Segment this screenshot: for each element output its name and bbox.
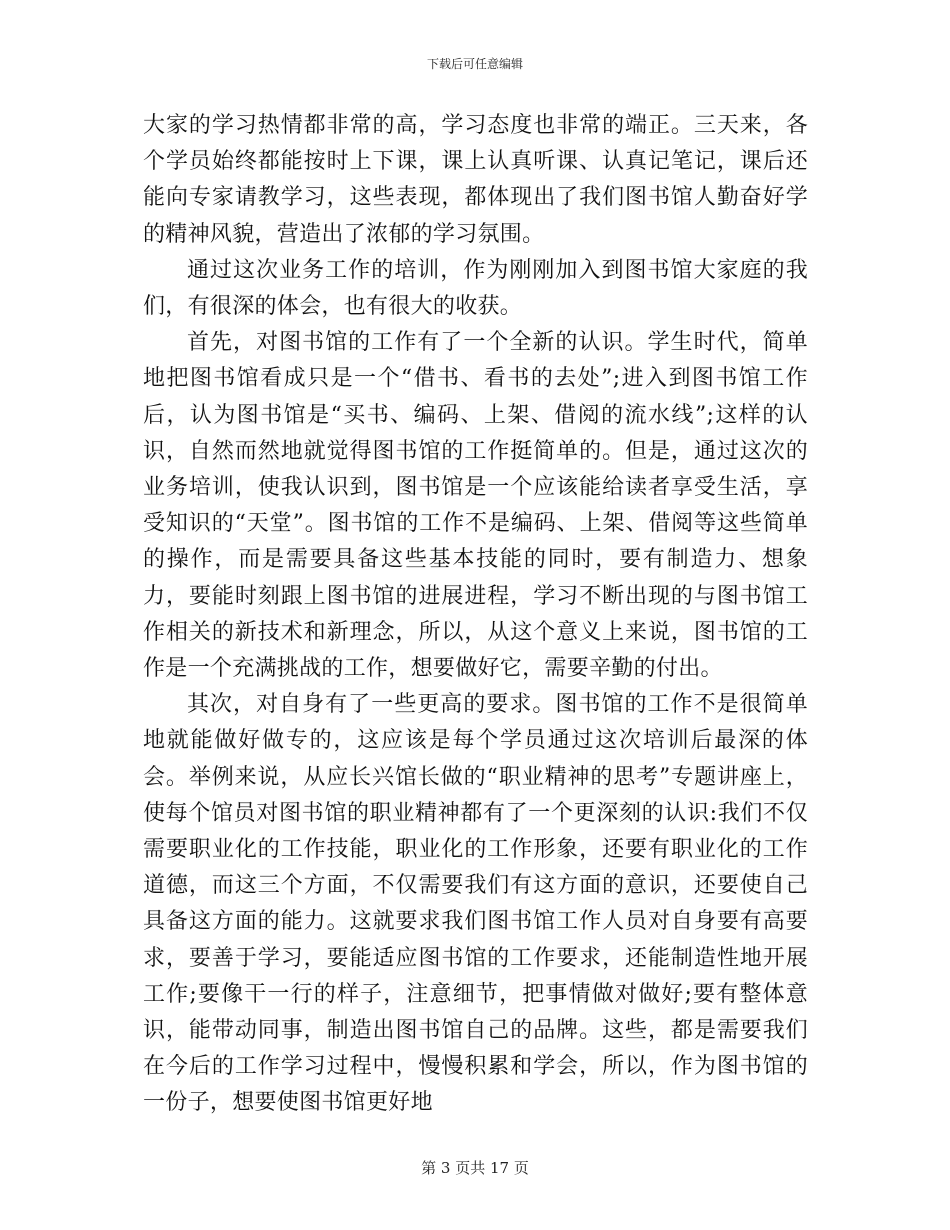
document-body <box>143 108 808 1122</box>
header-note: 下载后可任意编辑 <box>426 57 523 71</box>
paragraph: 通过这次业务工作的培训，作为刚刚加入到图书馆大家庭的我们，有很深的体会，也有很大的收获。 <box>143 257 808 320</box>
paragraph: 首先，对图书馆的工作有了一个全新的认识。学生时代，简单地把图书馆看成只是一个“借书、看书的去处”;进入到图书馆工作后，认为图书馆是“买书、编码、上架、借阅的流水线”;这样的认识，自然而然地就觉得图书馆的工作挺简单的。但是，通过这次的业务培训，使我认识到，图书馆是一个应该能给读者享受生活，享受知识的“天堂”。图书馆的工作不是编码、上架、借阅等这些简单的操作，而是需要具备这些基本技能的同时，要有制造力、想象力，要能时刻跟上图书馆的进展进程，学习不断出现的与图书馆工作相关的新技术和新理念，所以，从这个意义上来说，图书馆的工作是一个充满挑战的工作，想要做好它，需要辛勤的付出。 <box>143 330 808 682</box>
page-number: 第 3 页共 17 页 <box>421 1159 529 1177</box>
paragraph: 其次，对自身有了一些更高的要求。图书馆的工作不是很简单地就能做好做专的，这应该是每个学员通过这次培训后最深的体会。举例来说，从应长兴馆长做的“职业精神的思考”专题讲座上，使每个馆员对图书馆的职业精神都有了一个更深刻的认识:我们不仅需要职业化的工作技能，职业化的工作形象，还要有职业化的工作道德，而这三个方面，不仅需要我们有这方面的意识，还要使自己具备这方面的能力。这就要求我们图书馆工作人员对自身要有高要求，要善于学习，要能适应图书馆的工作要求，还能制造性地开展工作;要像干一行的样子，注意细节，把事情做对做好;要有整体意识，能带动同事，制造出图书馆自己的品牌。这些，都是需要我们在今后的工作学习过程中，慢慢积累和学会，所以，作为图书馆的一份子，想要使图书馆更好地 <box>143 692 808 1116</box>
paragraph-continuation: 大家的学习热情都非常的高，学习态度也非常的端正。三天来，各个学员始终都能按时上下课，课上认真听课、认真记笔记，课后还能向专家请教学习，这些表现，都体现出了我们图书馆人勤奋好学的精神风貌，营造出了浓郁的学习氛围。 <box>143 113 808 247</box>
